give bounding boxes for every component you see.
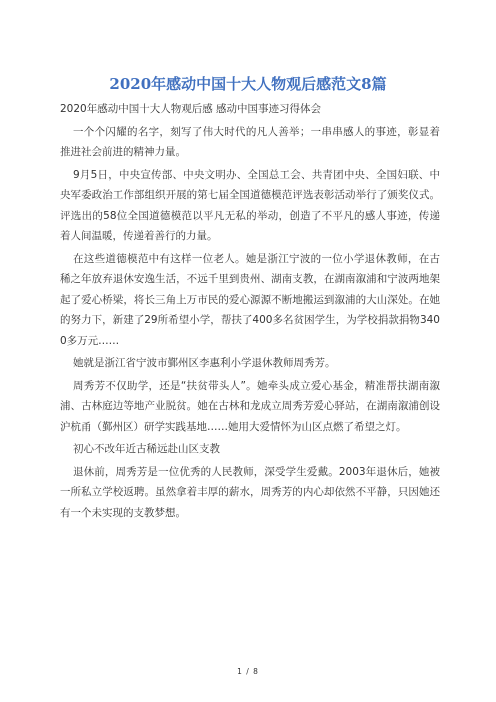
- paragraph-retirement: 退休前，周秀芳是一位优秀的人民教师，深受学生爱戴。2003年退休后，她被一所私立学校返聘。虽然拿着丰厚的薪水，周秀芳的内心却依然不平静，只因她还有一个未实现的支教梦想。: [60, 465, 440, 519]
- paragraph-name: 她就是浙江省宁波市鄞州区李惠利小学退休教师周秀芳。: [73, 357, 336, 369]
- paragraph-poverty: 周秀芳不仅助学，还是“扶贫带头人”。她牵头成立爱心基金，精准帮扶湖南溆浦、古林庭边等地产业脱贫。她在古林和龙成立周秀芳爱心驿站，在湖南溆浦创设沪杭甬（鄞州区）研学实践基地……她用大爱情怀为山区点燃了希望之灯。: [60, 379, 440, 433]
- subtitle-paragraph: 2020年感动中国十大人物观后感 感动中国事迹习得体会: [60, 103, 322, 115]
- paragraph-teacher: 在这些道德模范中有这样一位老人。她是浙江宁波的一位小学退休教师，在古稀之年放弃退休安逸生活，不远千里到贵州、湖南支教，在湖南溆浦和宁波两地架起了爱心桥梁，将长三角上万市民的爱心源源不断地搬运到溆浦的大山深处。在她的努力下，新建了29所希望小学，帮扶了400多名贫困学生，为学校捐款捐物3400多万元……: [60, 252, 440, 347]
- paragraph-intro: 一个个闪耀的名字，刻写了伟大时代的凡人善举；一串串感人的事迹，彰显着推进社会前进的精神力量。: [60, 125, 440, 158]
- section-heading: 初心不改年近古稀远赴山区支教: [73, 443, 220, 455]
- document-body: [60, 99, 440, 525]
- paragraph-ceremony: 9月5日，中央宣传部、中央文明办、全国总工会、共青团中央、全国妇联、中央军委政治工作部组织开展的第七届全国道德模范评选表彰活动举行了颁奖仪式。评选出的58位全国道德模范以平凡无私的举动，创造了不平凡的感人事迹，传递着人间温暖，传递着善行的力量。: [60, 168, 440, 242]
- document-title: 2020年感动中国十大人物观后感范文8篇: [109, 75, 387, 93]
- page-number: 1 / 8: [237, 667, 259, 676]
